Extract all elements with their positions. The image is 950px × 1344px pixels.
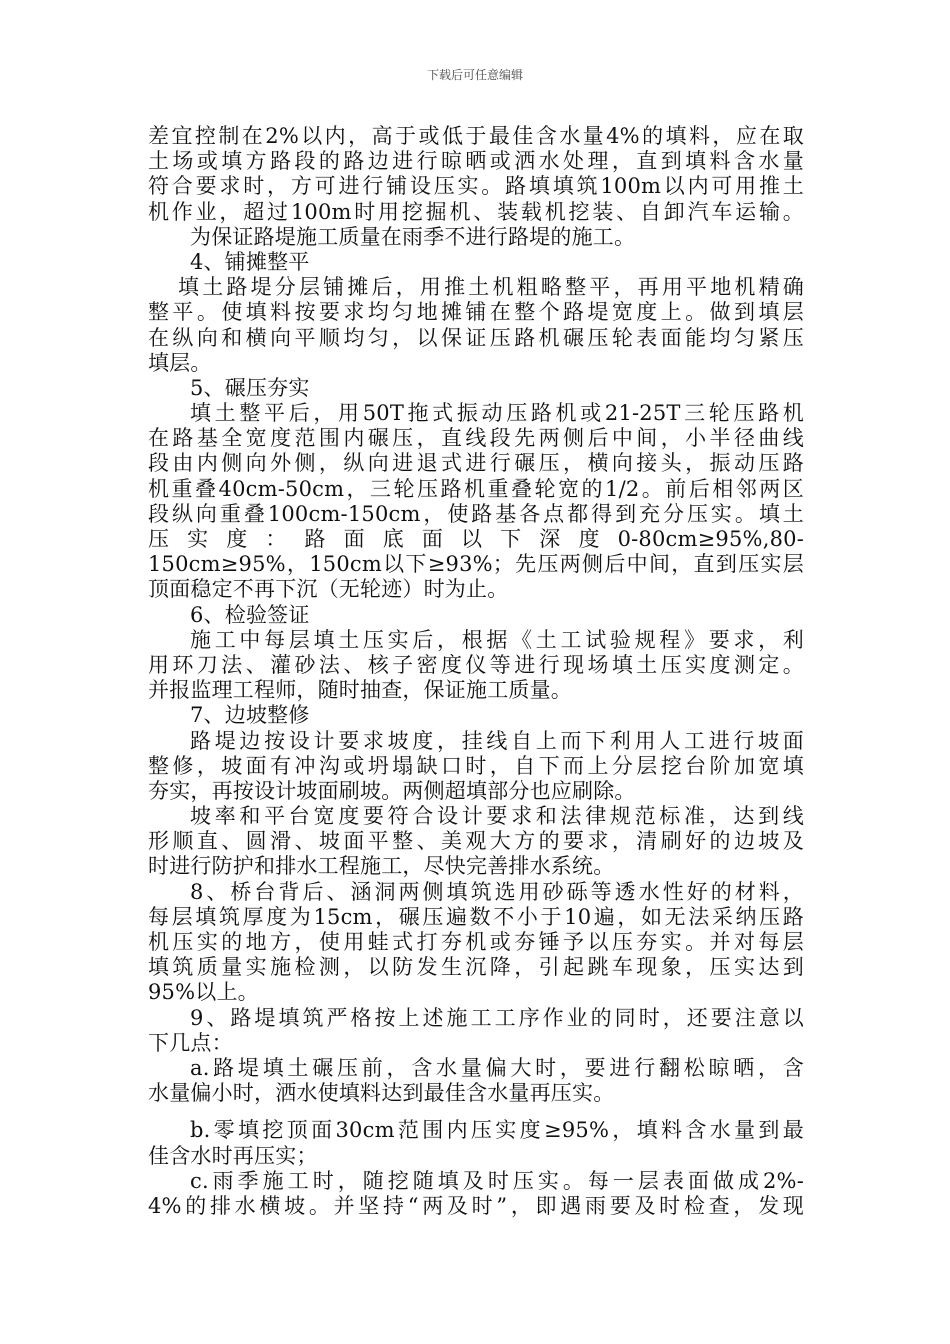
text-line: 压 实 度 ： 路 面 底 面 以 下 深 度 0-80cm≥95%,80-	[148, 527, 804, 551]
text-line: 填土路堤分层铺摊后，用推土机粗略整平，再用平地机精确	[178, 275, 804, 300]
text-line: 在路基全宽度范围内碾压，直线段先两侧后中间，小半径曲线	[148, 426, 804, 451]
section-heading: 4、铺摊整平	[190, 249, 310, 274]
text-line: 150cm≥95%，150cm以下≥93%；先压两侧后中间，直到压实层	[148, 552, 804, 577]
text-line: 9、路堤填筑严格按上述施工工序作业的同时，还要注意以	[190, 1005, 804, 1030]
text-line: b.零填挖顶面30cm范围内压实度≥95%，填料含水量到最	[190, 1118, 804, 1143]
text-line: 下几点：	[148, 1030, 233, 1055]
text-line: 机作业，超过100m时用挖掘机、装载机挖装、自卸汽车运输。	[148, 199, 804, 224]
text-line: 每层填筑厚度为15cm，碾压遍数不小于10遍，如无法采纳压路	[148, 904, 804, 929]
text-line: 整修，坡面有冲沟或坍塌缺口时，自下而上分层挖台阶加宽填	[148, 753, 804, 778]
text-line: 施工中每层填土压实后，根据《土工试验规程》要求，利	[190, 627, 804, 652]
text-line: 坡率和平台宽度要符合设计要求和法律规范标准，达到线	[190, 804, 804, 829]
text-line: 水量偏小时，洒水使填料达到最佳含水量再压实。	[148, 1081, 615, 1106]
section-heading: 5、碾压夯实	[190, 375, 310, 400]
text-line: 夯实，再按设计坡面刷坡。两侧超填部分也应刷除。	[148, 778, 636, 803]
text-line: 差宜控制在2%以内，高于或低于最佳含水量4%的填料，应在取	[148, 124, 804, 148]
document-body	[148, 124, 804, 1219]
text-line: 顶面稳定不再下沉（无轮迹）时为止。	[148, 577, 509, 602]
text-line: 佳含水时再压实；	[148, 1143, 318, 1168]
text-line: 95%以上。	[148, 980, 259, 1005]
text-line: 整平。使填料按要求均匀地摊铺在整个路堤宽度上。做到填层	[148, 300, 804, 325]
text-line: 时进行防护和排水工程施工，尽快完善排水系统。	[148, 854, 615, 879]
text-line: 4%的排水横坡。并坚持“两及时”，即遇雨要及时检查，发现	[148, 1193, 804, 1218]
text-line: 并报监理工程师，随时抽查，保证施工质量。	[148, 678, 572, 703]
text-line: 段纵向重叠100cm-150cm，使路基各点都得到充分压实。填土	[148, 501, 804, 526]
text-line: 形顺直、圆滑、坡面平整、美观大方的要求，清刷好的边坡及	[148, 829, 804, 854]
text-line: 符合要求时，方可进行铺设压实。路填填筑100m以内可用推土	[148, 174, 804, 199]
text-line: 填土整平后，用50T拖式振动压路机或21-25T三轮压路机	[190, 401, 804, 426]
text-line: a.路堤填土碾压前，含水量偏大时，要进行翻松晾晒，含	[190, 1055, 804, 1080]
text-line: 段由内侧向外侧，纵向进退式进行碾压，横向接头，振动压路	[148, 451, 804, 476]
text-line: 土场或填方路段的路边进行晾晒或洒水处理，直到填料含水量	[148, 149, 804, 174]
text-line: 填层。	[148, 350, 212, 375]
section-heading: 7、边坡整修	[190, 703, 310, 728]
text-line: 8、桥台背后、涵洞两侧填筑选用砂砾等透水性好的材料，	[190, 879, 804, 904]
page-header: 下载后可任意编辑	[426, 68, 523, 82]
text-line: 填筑质量实施检测，以防发生沉降，引起跳车现象，压实达到	[148, 955, 804, 980]
section-heading: 6、检验签证	[190, 602, 310, 627]
text-line: 机压实的地方，使用蛙式打夯机或夯锤予以压夯实。并对每层	[148, 930, 804, 954]
text-line: 用环刀法、灌砂法、核子密度仪等进行现场填土压实度测定。	[148, 652, 804, 677]
text-line: c.雨季施工时，随挖随填及时压实。每一层表面做成2%-	[190, 1168, 804, 1193]
text-line: 为保证路堤施工质量在雨季不进行路堤的施工。	[190, 224, 636, 249]
text-line: 机重叠40cm-50cm，三轮压路机重叠轮宽的1/2。前后相邻两区	[148, 476, 804, 501]
text-line: 在纵向和横向平顺均匀，以保证压路机碾压轮表面能均匀紧压	[148, 325, 804, 350]
text-line: 路堤边按设计要求坡度，挂线自上而下利用人工进行坡面	[190, 728, 804, 753]
